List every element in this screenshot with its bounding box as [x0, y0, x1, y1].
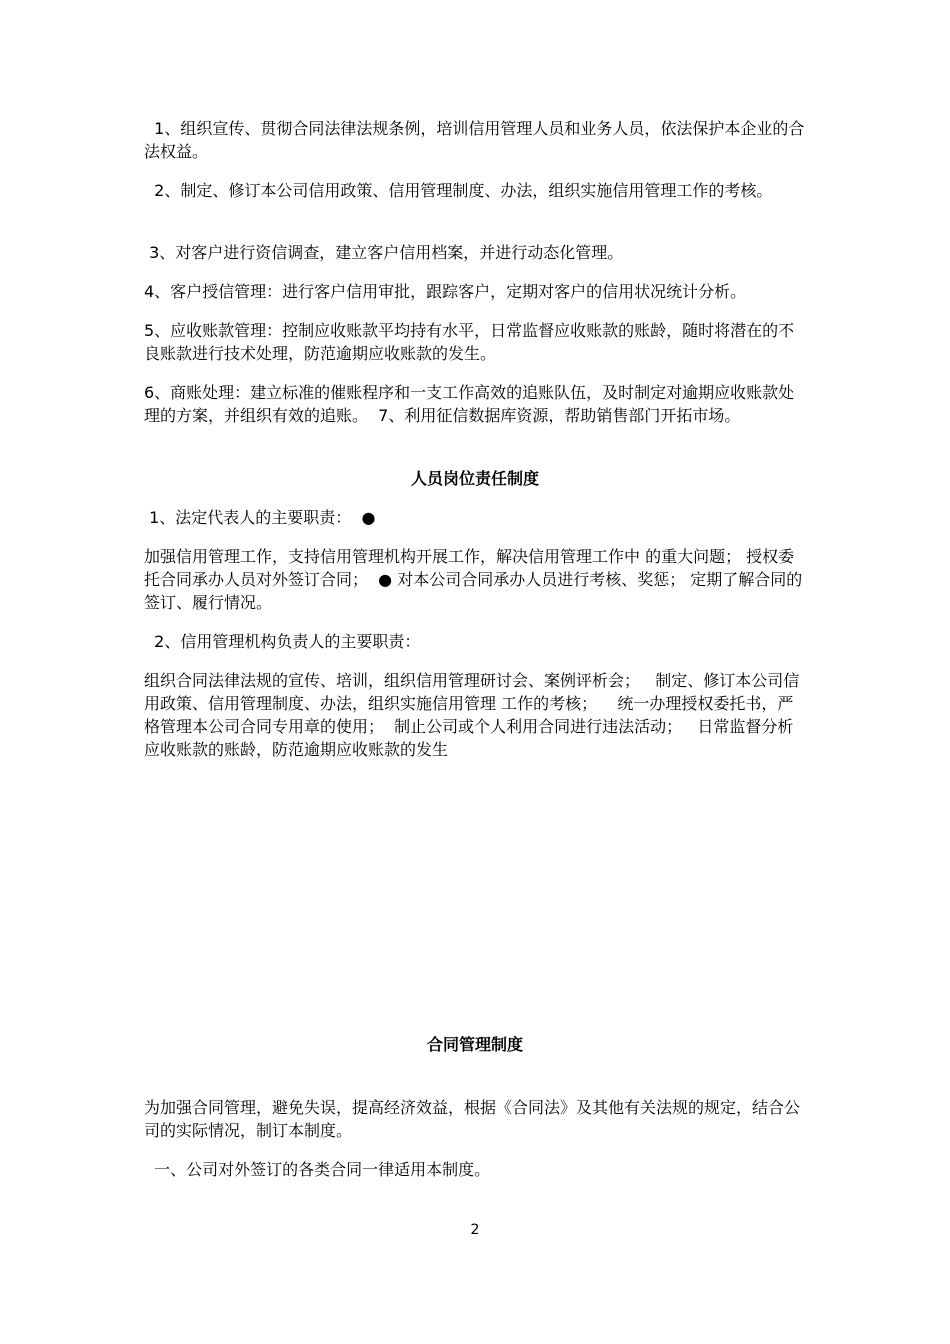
section-title-personnel: 人员岗位责任制度	[410, 469, 539, 488]
contract-item-1: 一、公司对外签订的各类合同一律适用本制度。	[144, 1160, 491, 1179]
contract-intro: 为加强合同管理，避免失误，提高经济效益，根据《合同法》及其他有关法规的规定，结合公司的实际情况，制订本制度。	[144, 1098, 801, 1140]
duty-item-3: 3、对客户进行资信调查，建立客户信用档案，并进行动态化管理。	[144, 243, 624, 262]
duty-item-2: 2、制定、修订本公司信用政策、信用管理制度、办法，组织实施信用管理工作的考核。	[144, 181, 773, 200]
credit-head-duties-body: 组织合同法律法规的宣传、培训，组织信用管理研讨会、案例评析会； 制定、修订本公司信用政策、信用管理制度、办法，组织实施信用管理 工作的考核； 统一办理授权委托书，严格管理本公司合同专用章的使用； 制止公司或个人利用合同进行违法活动； 日常监督分析应收账款的账龄，防范逾期应收账款的发生	[144, 671, 800, 759]
credit-head-duties-title: 2、信用管理机构负责人的主要职责：	[144, 632, 421, 651]
page-number: 2	[470, 1222, 480, 1238]
legal-rep-duties-title: 1、法定代表人的主要职责： ●	[144, 508, 376, 527]
duty-item-5: 5、应收账款管理：控制应收账款平均持有水平，日常监督应收账款的账龄，随时将潜在的不良账款进行技术处理，防范逾期应收账款的发生。	[144, 321, 795, 363]
duty-item-6: 6、商账处理：建立标准的催账程序和一支工作高效的追账队伍，及时制定对逾期应收账款处理的方案，并组织有效的追账。 7、利用征信数据库资源，帮助销售部门开拓市场。	[144, 383, 795, 425]
section-title-contract: 合同管理制度	[426, 1035, 523, 1054]
legal-rep-duties-body: 加强信用管理工作，支持信用管理机构开展工作，解决信用管理工作中 的重大问题； 授权委托合同承办人员对外签订合同； ● 对本公司合同承办人员进行考核、奖惩； 定期了解合同的签订、履行情况。	[144, 547, 803, 612]
duty-item-1: 1、组织宣传、贯彻合同法律法规条例，培训信用管理人员和业务人员，依法保护本企业的合法权益。	[144, 119, 805, 161]
duty-item-4: 4、客户授信管理：进行客户信用审批，跟踪客户，定期对客户的信用状况统计分析。	[144, 282, 747, 301]
